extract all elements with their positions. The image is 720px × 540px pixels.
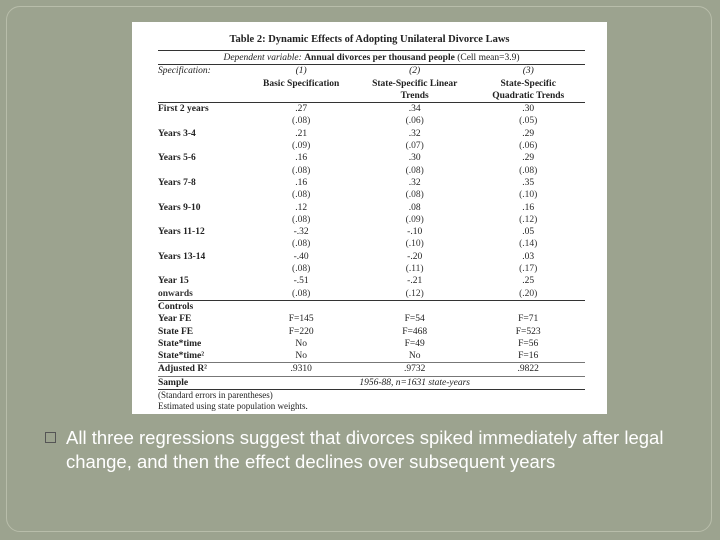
standard-error-value: (.12) xyxy=(358,288,472,301)
coefficient-value: .32 xyxy=(408,177,421,188)
coefficient-rows xyxy=(158,103,585,301)
row-label-continued xyxy=(158,140,244,152)
control-value: F=56 xyxy=(518,338,539,349)
coefficient-value: .25 xyxy=(522,276,535,287)
coefficient-value: .16 xyxy=(295,177,308,188)
control-value: F=49 xyxy=(404,338,425,349)
standard-error-value: (.09) xyxy=(405,214,424,225)
table-row xyxy=(158,152,585,164)
standard-error-value: (.05) xyxy=(519,116,538,127)
coefficient-value: -.51 xyxy=(293,276,309,287)
standard-error-value: (.08) xyxy=(292,116,311,127)
standard-error-value: (.06) xyxy=(405,116,424,127)
regression-table xyxy=(158,50,585,412)
adjusted-r2-value: .9310 xyxy=(244,363,358,376)
control-value: No xyxy=(408,351,421,362)
coefficient-value: .30 xyxy=(471,103,585,116)
table-row xyxy=(158,103,585,116)
standard-error-value: (.10) xyxy=(519,190,538,201)
row-label-continued xyxy=(158,165,244,177)
control-label: State*time xyxy=(158,338,202,349)
table-row xyxy=(158,288,585,301)
coefficient-value: -.10 xyxy=(407,227,423,238)
table-row xyxy=(158,115,585,127)
standard-error-value: (.08) xyxy=(405,165,424,176)
standard-error-value: (.12) xyxy=(519,214,538,225)
column-header: (3) State-Specific Quadratic Trends xyxy=(492,66,565,101)
adjusted-r2-value: .9732 xyxy=(358,363,472,376)
control-value: F=523 xyxy=(515,326,541,337)
column-header: (1) Basic Specification xyxy=(263,66,340,89)
control-value: F=145 xyxy=(288,314,314,325)
dependent-variable-text: Annual divorces per thousand people xyxy=(304,53,455,63)
control-value: F=16 xyxy=(518,351,539,362)
coefficient-value: .21 xyxy=(295,128,308,139)
row-label: Years 13-14 xyxy=(158,251,206,262)
control-label: State FE xyxy=(158,326,194,337)
control-value: No xyxy=(295,338,307,349)
coefficient-value: .16 xyxy=(522,202,535,213)
controls-header-row xyxy=(158,300,585,313)
table-row xyxy=(158,165,585,177)
table-row xyxy=(158,326,585,338)
slide-caption: All three regressions suggest that divorces spiked immediately after legal change, and then the effect declines over subsequent years xyxy=(66,427,664,472)
table-row xyxy=(158,177,585,189)
standard-error-value: (.08) xyxy=(244,288,358,301)
standard-error-value: (.17) xyxy=(519,264,538,275)
dependent-variable-label: Dependent variable: xyxy=(223,53,302,63)
table-title: Table 2: Dynamic Effects of Adopting Unilateral Divorce Laws xyxy=(229,34,510,45)
standard-error-value: (.08) xyxy=(292,214,311,225)
standard-error-value: (.08) xyxy=(292,165,311,176)
coefficient-value: .35 xyxy=(522,177,535,188)
coefficient-value: -.32 xyxy=(293,227,309,238)
row-label-continued xyxy=(158,189,244,201)
coefficient-value: .29 xyxy=(522,128,535,139)
sample-value: 1956-88, n=1631 state-years xyxy=(359,377,471,388)
table-row xyxy=(158,251,585,263)
sample-label: Sample xyxy=(158,376,244,389)
column-header: (2) State-Specific Linear Trends xyxy=(372,66,458,101)
row-label: Years 7-8 xyxy=(158,177,196,188)
row-label: Years 5-6 xyxy=(158,153,196,164)
coefficient-value: .16 xyxy=(295,153,308,164)
coefficient-value: .34 xyxy=(358,103,472,116)
standard-error-value: (.08) xyxy=(292,239,311,250)
row-label-continued xyxy=(158,214,244,226)
table-row xyxy=(158,238,585,250)
standard-error-value: (.07) xyxy=(405,141,424,152)
table-image xyxy=(132,22,607,414)
table-row xyxy=(158,338,585,350)
sample-row xyxy=(158,376,585,389)
coefficient-value: .12 xyxy=(295,202,308,213)
table-row xyxy=(158,226,585,238)
row-label: Years 11-12 xyxy=(158,227,205,238)
control-label: Year FE xyxy=(158,314,192,325)
standard-error-value: (.11) xyxy=(405,264,424,275)
table-row xyxy=(158,214,585,226)
coefficient-value: -.21 xyxy=(407,276,423,287)
note-row xyxy=(158,401,585,412)
row-label: Years 9-10 xyxy=(158,202,201,213)
coefficient-value: -.40 xyxy=(293,251,309,262)
table-row xyxy=(158,140,585,152)
coefficient-value: .32 xyxy=(408,128,421,139)
adjusted-r2-value: .9822 xyxy=(471,363,585,376)
note-row xyxy=(158,390,585,402)
coefficient-value: -.20 xyxy=(407,251,423,262)
square-bullet-icon xyxy=(45,432,56,443)
row-label-continued xyxy=(158,238,244,250)
standard-error-value: (.08) xyxy=(519,165,538,176)
standard-error-value: (.08) xyxy=(292,264,311,275)
coefficient-value: .27 xyxy=(244,103,358,116)
table-row xyxy=(158,189,585,201)
note-standard-errors: (Standard errors in parentheses) xyxy=(158,390,585,402)
control-label: State*time² xyxy=(158,351,205,362)
coefficient-value: .29 xyxy=(522,153,535,164)
adjusted-r2-label: Adjusted R² xyxy=(158,363,244,376)
row-label: Years 3-4 xyxy=(158,128,196,139)
adjusted-r2-row xyxy=(158,363,585,376)
standard-error-value: (.08) xyxy=(292,190,311,201)
table-row xyxy=(158,350,585,363)
table-row xyxy=(158,275,585,287)
specification-row xyxy=(158,65,585,103)
standard-error-value: (.08) xyxy=(405,190,424,201)
control-value: F=54 xyxy=(404,314,425,325)
coefficient-value: .30 xyxy=(408,153,421,164)
coefficient-value: .08 xyxy=(408,202,421,213)
table-row xyxy=(158,202,585,214)
row-label: Year 15 xyxy=(158,276,189,287)
standard-error-value: (.14) xyxy=(519,239,538,250)
row-label-continued xyxy=(158,263,244,275)
row-label-continued xyxy=(158,115,244,127)
cell-mean: (Cell mean=3.9) xyxy=(457,53,520,63)
row-label-continued: onwards xyxy=(158,288,244,301)
row-label: First 2 years xyxy=(158,103,244,116)
table-row xyxy=(158,313,585,325)
controls-label: Controls xyxy=(158,300,585,313)
table-row xyxy=(158,263,585,275)
specification-label: Specification: xyxy=(158,66,211,77)
control-value: F=71 xyxy=(518,314,539,325)
controls-rows xyxy=(158,313,585,363)
coefficient-value: .05 xyxy=(522,227,535,238)
control-value: F=468 xyxy=(402,326,428,337)
note-weights: Estimated using state population weights. xyxy=(158,401,308,412)
coefficient-value: .03 xyxy=(522,251,535,262)
control-value: F=220 xyxy=(288,326,314,337)
standard-error-value: (.09) xyxy=(292,141,311,152)
standard-error-value: (.10) xyxy=(405,239,424,250)
control-value: No xyxy=(295,351,307,362)
dependent-variable-row xyxy=(158,51,585,65)
table-row xyxy=(158,128,585,140)
standard-error-value: (.20) xyxy=(471,288,585,301)
standard-error-value: (.06) xyxy=(519,141,538,152)
